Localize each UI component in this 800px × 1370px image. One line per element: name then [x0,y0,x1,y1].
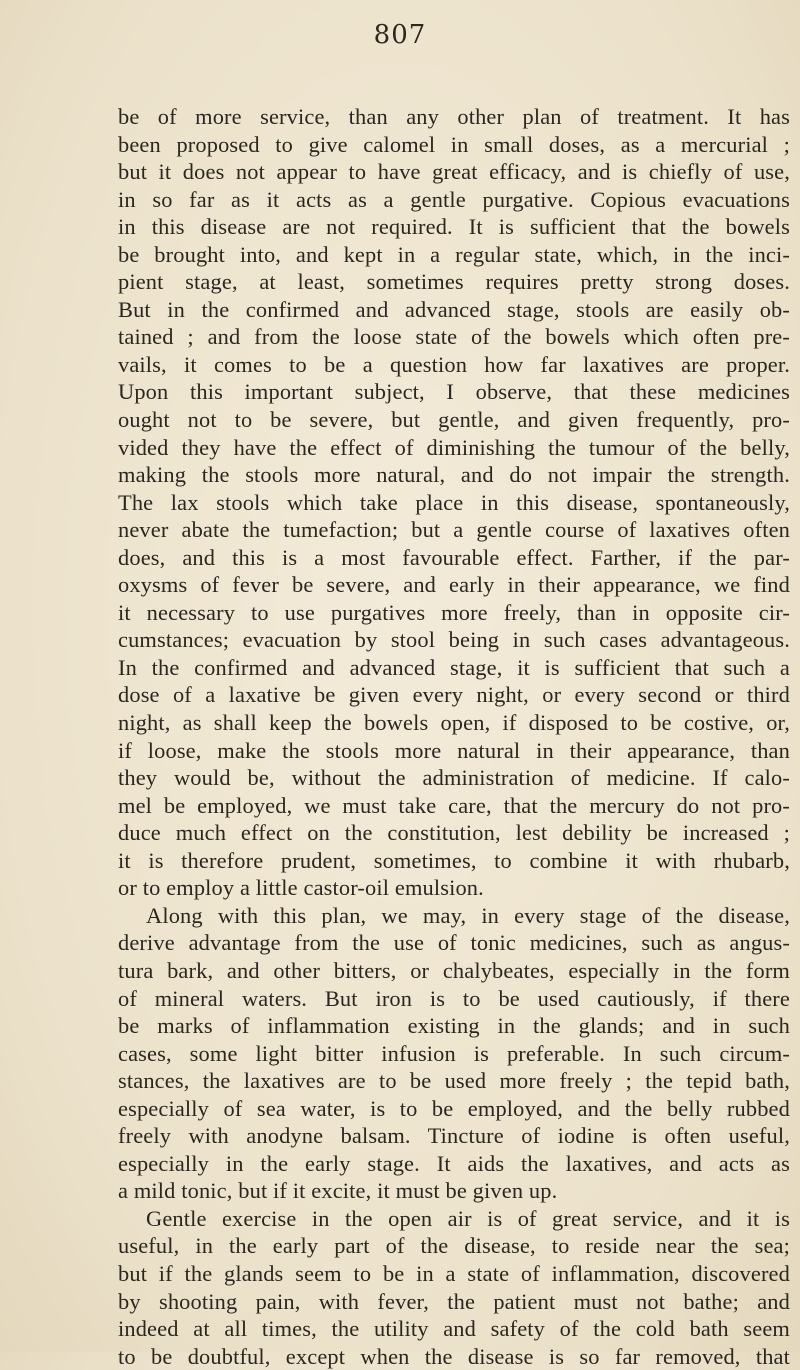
text-line: tained ; and from the loose state of the bowels which often pre- [118,324,790,350]
text-line: it is therefore prudent, sometimes, to combine it with rhubarb, [118,847,790,873]
text-line: be brought into, and kept in a regular state, which, in the inci- [118,241,790,267]
text-line: freely with anodyne balsam. Tincture of iodine is often useful, [118,1123,790,1149]
text-line: in so far as it acts as a gentle purgative. Copious evacuations [118,186,790,212]
text-line: tura bark, and other bitters, or chalybeates, especially in the form [118,957,790,983]
text-line: by shooting pain, with fever, the patient must not bathe; and [118,1288,790,1314]
text-line: in this disease are not required. It is sufficient that the bowels [118,214,790,240]
text-line: be marks of inflammation existing in the glands; and in such [118,1013,790,1039]
text-line: oxysms of fever be severe, and early in their appearance, we find [118,572,790,598]
text-line: but it does not appear to have great efficacy, and is chiefly of use, [118,159,790,185]
text-line: cumstances; evacuation by stool being in such cases advantageous. [118,627,790,653]
text-line-paragraph-start: Along with this plan, we may, in every stage of the disease, [146,902,790,928]
text-line: In the confirmed and advanced stage, it is sufficient that such a [118,654,790,680]
text-line: ought not to be severe, but gentle, and given frequently, pro- [118,407,790,433]
text-line: especially of sea water, is to be employed, and the belly rubbed [118,1095,790,1121]
text-line: mel be employed, we must take care, that the mercury do not pro- [118,792,790,818]
text-line: it necessary to use purgatives more freely, than in opposite cir- [118,599,790,625]
text-line: night, as shall keep the bowels open, if disposed to be costive, or, [118,710,790,736]
text-line: But in the confirmed and advanced stage, stools are easily ob- [118,296,790,322]
page-number: 807 [373,20,427,50]
text-line: to be doubtful, except when the disease is so far removed, that [118,1343,790,1369]
text-line: duce much effect on the constitution, lest debility be increased ; [118,820,790,846]
text-line: be of more service, than any other plan of treatment. It has [118,104,790,129]
text-line: dose of a laxative be given every night, or every second or third [118,682,790,708]
text-line: does, and this is a most favourable effect. Farther, if the par- [118,544,790,570]
text-line: of mineral waters. But iron is to be used cautiously, if there [118,985,790,1011]
text-line-paragraph-end: or to employ a little castor-oil emulsion. [118,875,484,901]
text-line-paragraph-end: a mild tonic, but if it excite, it must be given up. [118,1178,558,1204]
text-line: especially in the early stage. It aids the laxatives, and acts as [118,1150,790,1176]
text-line: The lax stools which take place in this disease, spontaneously, [118,489,790,515]
text-line: vails, it comes to be a question how far laxatives are proper. [118,351,790,377]
text-line: never abate the tumefaction; but a gentle course of laxatives often [118,517,790,543]
text-line: Upon this important subject, I observe, that these medicines [118,379,790,405]
text-line: stances, the laxatives are to be used more freely ; the tepid bath, [118,1068,790,1094]
text-line: vided they have the effect of diminishing the tumour of the belly, [118,434,790,460]
text-line: but if the glands seem to be in a state of inflammation, discovered [118,1260,790,1286]
text-line: making the stools more natural, and do not impair the strength. [118,462,790,488]
text-line: they would be, without the administration of medicine. If calo- [118,765,790,791]
text-line: derive advantage from the use of tonic medicines, such as angus- [118,930,790,956]
text-line: been proposed to give calomel in small doses, as a mercurial ; [118,131,790,157]
text-line-paragraph-start: Gentle exercise in the open air is of great service, and it is [146,1205,790,1231]
body-text [118,103,790,1370]
text-line: indeed at all times, the utility and safety of the cold bath seem [118,1316,790,1342]
text-line: pient stage, at least, sometimes requires pretty strong doses. [118,269,790,295]
text-line: cases, some light bitter infusion is preferable. In such circum- [118,1040,790,1066]
text-line: if loose, make the stools more natural in their appearance, than [118,737,790,763]
text-line: useful, in the early part of the disease, to reside near the sea; [118,1233,790,1259]
